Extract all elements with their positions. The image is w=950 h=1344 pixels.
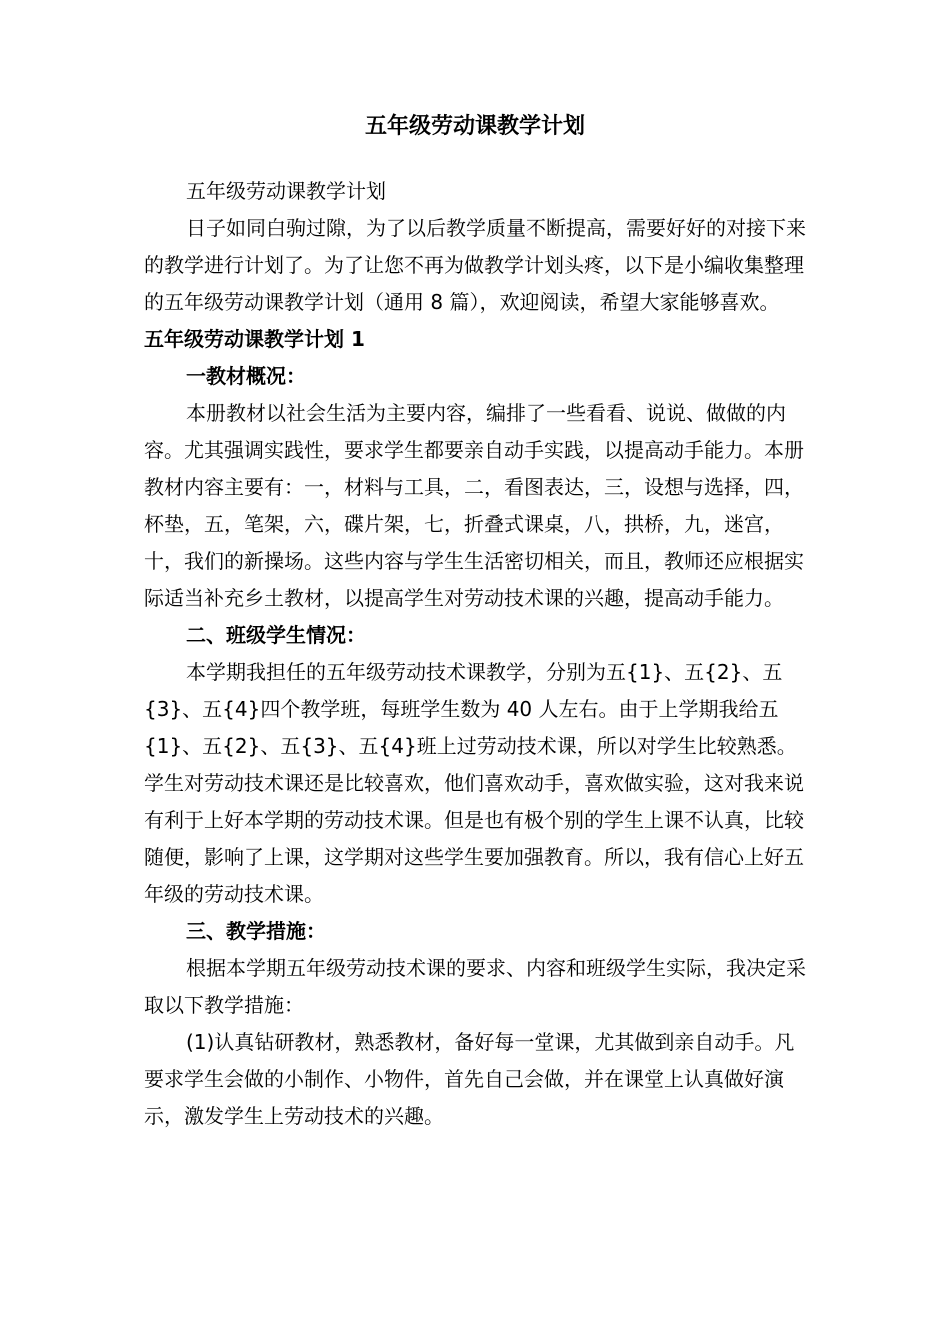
document-title: 五年级劳动课教学计划 (364, 114, 585, 139)
materials-paragraph: 本册教材以社会生活为主要内容，编排了一些看看、说说、做做的内容。尤其强调实践性，要求学生都要亲自动手实践，以提高动手能力。本册教材内容主要有：一，材料与工具，二，看图表达，三，设想与选择，四，杯垫，五，笔架，六，碟片架，七，折叠式课桌，八，拱桥，九，迷宫，十，我们的新操场。这些内容与学生生活密切相关，而且，教师还应根据实际适当补充乡土教材，以提高学生对劳动技术课的兴趣，提高动手能力。 (144, 401, 804, 610)
document-body (144, 173, 812, 1135)
measures-paragraph: 根据本学期五年级劳动技术课的要求、内容和班级学生实际，我决定采取以下教学措施： (144, 956, 806, 1017)
students-heading: 二、班级学生情况： (186, 623, 366, 647)
measure-item-1: (1)认真钻研教材，熟悉教材，备好每一堂课，尤其做到亲自动手。凡要求学生会做的小制作、小物件，首先自己会做，并在课堂上认真做好演示，激发学生上劳动技术的兴趣。 (144, 1030, 795, 1128)
materials-heading: 一教材概况： (186, 364, 306, 388)
measures-heading: 三、教学措施： (186, 919, 326, 943)
document-subtitle: 五年级劳动课教学计划 (186, 179, 386, 203)
students-paragraph: 本学期我担任的五年级劳动技术课教学，分别为五{1}、五{2}、五{3}、五{4}四个教学班，每班学生数为 40 人左右。由于上学期我给五{1}、五{2}、五{3}、五{4}班上过劳动技术课，所以对学生比较熟悉。学生对劳动技术课还是比较喜欢，他们喜欢动手，喜欢做实验，这对我来说有利于上好本学期的劳动技术课。但是也有极个别的学生上课不认真，比较随便，影响了上课，这学期对这些学生要加强教育。所以，我有信心上好五年级的劳动技术课。 (144, 660, 804, 906)
section-heading: 五年级劳动课教学计划 1 (144, 327, 365, 351)
intro-paragraph: 日子如同白驹过隙，为了以后教学质量不断提高，需要好好的对接下来的教学进行计划了。为了让您不再为做教学计划头疼，以下是小编收集整理的五年级劳动课教学计划（通用 8 篇），欢迎阅读，希望大家能够喜欢。 (144, 216, 806, 314)
